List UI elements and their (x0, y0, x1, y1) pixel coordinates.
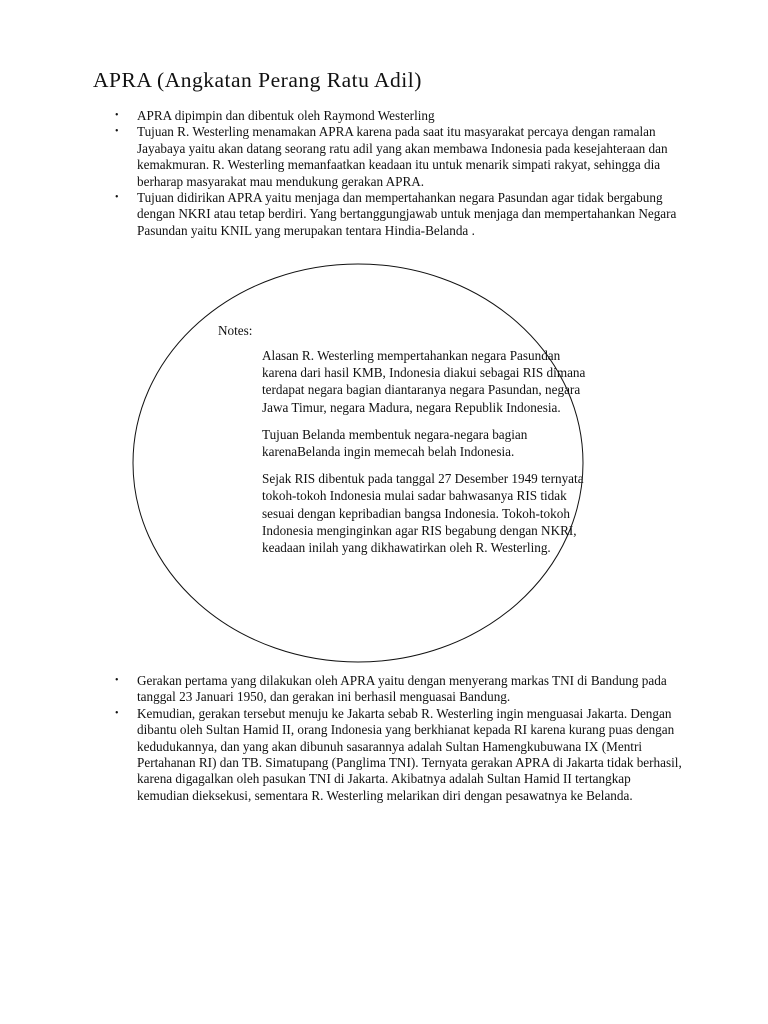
page-title: APRA (Angkatan Perang Ratu Adil) (93, 68, 422, 92)
notes-label: Notes: (218, 323, 253, 338)
bullet-icon: • (115, 192, 119, 204)
list-item-text: Kemudian, gerakan tersebut menuju ke Jakarta sebab R. Westerling ingin menguasai Jakarta. Dengan dibantu oleh Sultan Hamid II, orang Indonesia yang berkhianat kepada RI karena kurang puas dengan kedudukannya, dan yang akan dibunuh sasarannya adalah Sultan Hamengkubuwana IX (Mentri Pertahanan RI) dan TB. Simatupang (Panglima TNI). Ternyata gerakan APRA di Jakarta tidak berhasil, karena digagalkan oleh pasukan TNI di Jakarta. Akibatnya adalah Sultan Hamid II tertangkap kemudian dieksekusi, sementara R. Westerling melarikan diri dengan pesawatnya ke Belanda. (137, 705, 682, 803)
list-item (113, 673, 683, 706)
list-item-text: APRA dipimpin dan dibentuk oleh Raymond Westerling (137, 108, 435, 123)
bullet-icon: • (115, 126, 119, 138)
bullet-icon: • (115, 707, 119, 719)
notes-paragraph: Sejak RIS dibentuk pada tanggal 27 Desember 1949 ternyata tokoh-tokoh Indonesia mulai sadar bahwasanya RIS tidak sesuai dengan kepribadian bangsa Indonesia. Tokoh-tokoh Indonesia menginginkan agar RIS begabung dengan NKRI, keadaan inilah yang dikhawatirkan oleh R. Westerling. (262, 471, 584, 556)
bullet-list-bottom (113, 673, 683, 804)
bullet-icon: • (115, 110, 119, 121)
notes-paragraph: Tujuan Belanda membentuk negara-negara bagian karenaBelanda ingin memecah belah Indonesia. (262, 426, 528, 460)
bullet-icon: • (115, 675, 119, 686)
notes-body (262, 347, 592, 566)
notes-paragraph: Alasan R. Westerling mempertahankan negara Pasundan karena dari hasil KMB, Indonesia diakui sebagai RIS dimana terdapat negara bagian diantaranya negara Pasundan, negara Jawa Timur, negara Madura, negara Republik Indonesia. (262, 348, 586, 415)
list-item-text: Gerakan pertama yang dilakukan oleh APRA yaitu dengan menyerang markas TNI di Bandung pada tanggal 23 Januari 1950, dan gerakan ini berhasil menguasai Bandung. (137, 673, 667, 705)
list-item (113, 706, 683, 804)
list-item-text: Tujuan didirikan APRA yaitu menjaga dan mempertahankan negara Pasundan agar tidak bergabung dengan NKRI atau tetap berdiri. Yang bertanggungjawab untuk menjaga dan mempertahankan Negara Pasundan yaitu KNIL yang merupakan tentara Hindia-Belanda . (137, 190, 677, 238)
list-item-text: Tujuan R. Westerling menamakan APRA karena pada saat itu masyarakat percaya dengan ramalan Jayabaya yaitu akan datang seorang ratu adil yang akan membawa Indonesia pada kesejahteraan dan kemakmuran. R. Westerling memanfaatkan keadaan itu untuk menarik simpati rakyat, sehingga dia berharap masyarakat mau mendukung gerakan APRA. (137, 124, 668, 189)
